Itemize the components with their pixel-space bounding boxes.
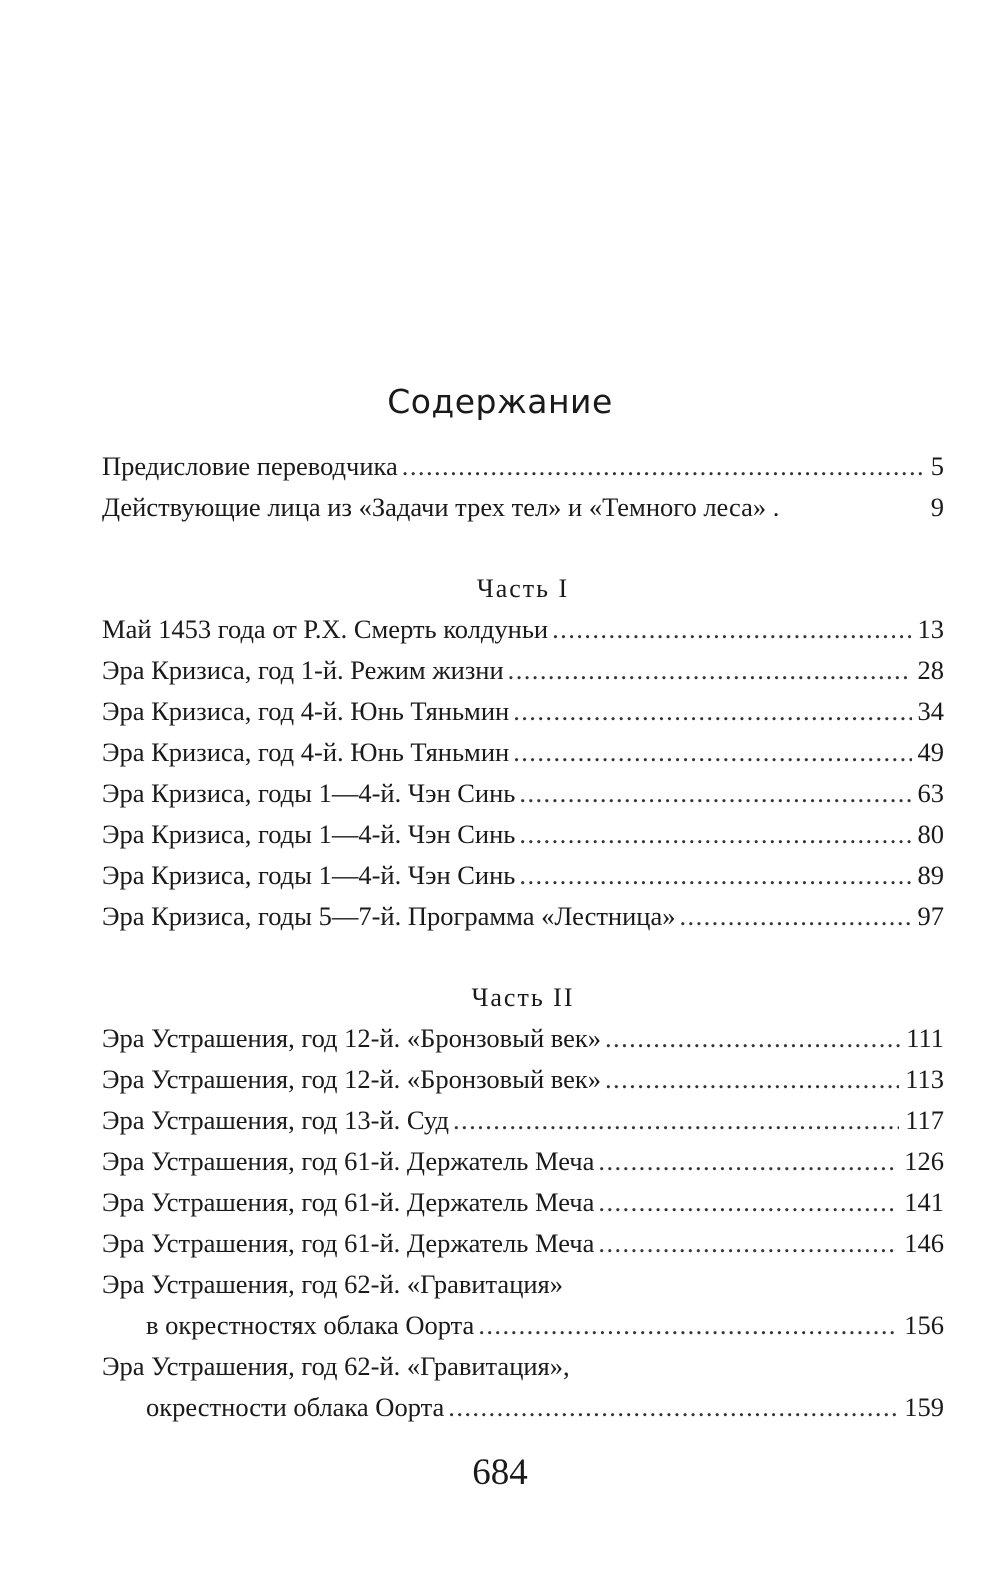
toc-entry-title: Эра Устрашения, год 61-й. Держатель Меча xyxy=(102,1146,595,1176)
toc-entry xyxy=(102,609,944,650)
toc-entry-title: Май 1453 года от Р.Х. Смерть колдуньи xyxy=(102,614,549,644)
toc-entry xyxy=(102,446,944,487)
toc-entry-title: Действующие лица из «Задачи трех тел» и «Темного леса» . xyxy=(102,492,780,522)
toc-entry-title: Эра Кризиса, год 4-й. Юнь Тяньмин xyxy=(102,696,510,726)
spacer xyxy=(102,937,944,977)
toc-entry-page: 49 xyxy=(917,737,944,767)
toc-entry-title: Эра Устрашения, год 62-й. «Гравитация» xyxy=(102,1269,563,1299)
dot-leader xyxy=(598,1141,898,1182)
toc-entry-title: Эра Устрашения, год 13-й. Суд xyxy=(102,1105,449,1135)
toc-entry-page: 111 xyxy=(906,1023,944,1053)
dot-leader xyxy=(519,773,911,814)
dot-leader xyxy=(519,814,911,855)
toc-entry-page: 97 xyxy=(917,901,944,931)
spacer xyxy=(102,528,944,568)
toc-entry-page: 89 xyxy=(917,860,944,890)
dot-leader xyxy=(453,1100,899,1141)
toc-entry-line2 xyxy=(102,1305,944,1346)
toc-entry-page: 113 xyxy=(905,1064,944,1094)
part-heading: Часть II xyxy=(471,983,575,1012)
dot-leader xyxy=(679,896,911,937)
toc-entry-page: 9 xyxy=(930,492,944,522)
toc-entry-page: 63 xyxy=(917,778,944,808)
page-number: 684 xyxy=(472,1452,528,1493)
toc-entry-page: 159 xyxy=(904,1392,944,1422)
toc-entry-line2 xyxy=(102,1387,944,1428)
toc-entry-title: Эра Устрашения, год 12-й. «Бронзовый век» xyxy=(102,1064,601,1094)
toc-entry-page: 13 xyxy=(917,614,944,644)
toc-entry-title: Эра Устрашения, год 12-й. «Бронзовый век» xyxy=(102,1023,601,1053)
dot-leader xyxy=(508,650,912,691)
toc-entry xyxy=(102,732,944,773)
toc-entry-page: 80 xyxy=(917,819,944,849)
toc-entry-title: Эра Устрашения, год 61-й. Держатель Меча xyxy=(102,1228,595,1258)
toc-entry xyxy=(102,773,944,814)
toc-entry xyxy=(102,487,944,528)
toc-entry-page: 141 xyxy=(904,1187,944,1217)
toc-entry xyxy=(102,896,944,937)
dot-leader xyxy=(552,609,911,650)
toc-entry-page: 146 xyxy=(904,1228,944,1258)
toc-entry xyxy=(102,1018,944,1059)
dot-leader xyxy=(448,1387,898,1428)
toc-entry-title: Эра Кризиса, годы 1—4-й. Чэн Синь xyxy=(102,819,516,849)
toc-entry xyxy=(102,814,944,855)
toc-entry xyxy=(102,1182,944,1223)
dot-leader xyxy=(513,691,911,732)
toc-entry-title-cont: в окрестностях облака Оорта xyxy=(146,1310,475,1340)
toc-entry xyxy=(102,1100,944,1141)
toc-entry xyxy=(102,1059,944,1100)
table-of-contents xyxy=(102,446,944,1428)
toc-entry-page: 34 xyxy=(917,696,944,726)
dot-leader xyxy=(598,1182,898,1223)
toc-entry xyxy=(102,1141,944,1182)
toc-entry-page: 28 xyxy=(917,655,944,685)
part-heading: Часть I xyxy=(476,574,570,603)
toc-entry-title: Эра Устрашения, год 61-й. Держатель Меча xyxy=(102,1187,595,1217)
toc-entry-title: Эра Кризиса, годы 1—4-й. Чэн Синь xyxy=(102,778,516,808)
toc-entry-line1 xyxy=(102,1264,944,1305)
dot-leader xyxy=(513,732,911,773)
dot-leader xyxy=(598,1223,898,1264)
dot-leader xyxy=(402,446,925,487)
toc-entry-page: 156 xyxy=(904,1310,944,1340)
toc-entry-title-cont: окрестности облака Оорта xyxy=(146,1392,445,1422)
toc-entry-title: Эра Кризиса, год 1-й. Режим жизни xyxy=(102,655,504,685)
toc-entry-page: 5 xyxy=(930,451,944,481)
dot-leader xyxy=(478,1305,898,1346)
toc-entry-line1 xyxy=(102,1346,944,1387)
dot-leader xyxy=(605,1059,899,1100)
toc-entry-title: Эра Кризиса, год 4-й. Юнь Тяньмин xyxy=(102,737,510,767)
dot-leader xyxy=(605,1018,900,1059)
toc-entry xyxy=(102,855,944,896)
toc-entry xyxy=(102,1223,944,1264)
toc-entry xyxy=(102,650,944,691)
toc-entry xyxy=(102,691,944,732)
toc-entry-title: Эра Кризиса, годы 1—4-й. Чэн Синь xyxy=(102,860,516,890)
page-title: Содержание xyxy=(387,382,613,421)
toc-entry-page: 126 xyxy=(904,1146,944,1176)
toc-entry-title: Эра Кризиса, годы 5—7-й. Программа «Лестница» xyxy=(102,901,676,931)
toc-entry-title: Предисловие переводчика xyxy=(102,451,398,481)
dot-leader xyxy=(519,855,911,896)
toc-entry-title: Эра Устрашения, год 62-й. «Гравитация», xyxy=(102,1351,570,1381)
toc-entry-page: 117 xyxy=(905,1105,944,1135)
